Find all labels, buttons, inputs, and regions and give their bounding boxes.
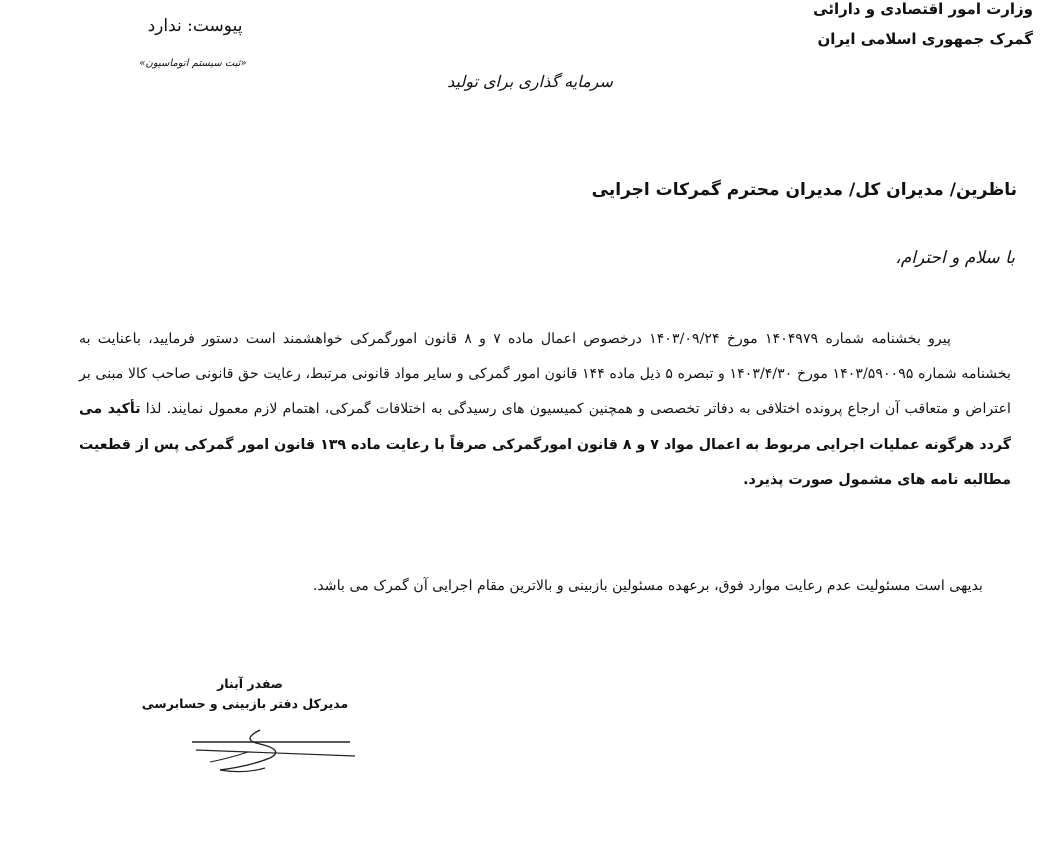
slogan: سرمایه گذاری برای تولید xyxy=(447,72,613,91)
closing-sentence: بدیهی است مسئولیت عدم رعایت موارد فوق، برعهده مسئولین بازبینی و بالاترین مقام اجرایی آن گمرک می باشد. xyxy=(312,578,983,594)
body-normal-text: پیرو بخشنامه شماره ۱۴۰۴۹۷۹ مورخ ۱۴۰۳/۰۹/۲۴ درخصوص اعمال ماده ۷ و ۸ قانون امورگمرکی خواهشمند است دستور فرمایید، باعنایت به بخشنامه شماره ۱۴۰۳/۵۹۰۰۹۵ مورخ ۱۴۰۳/۴/۳۰ و تبصره ۵ ذیل ماده ۱۴۴ قانون امور گمرکی و سایر مواد قانونی مرتبط، رعایت حق قانونی صاحب کالا مبنی بر اعتراض و متعاقب آن ارجاع پرونده اختلافی به دفاتر تخصصی و همچنین کمیسیون های رسیدگی به اختلافات گمرکی، اهتمام لازم معمول نمایند. لذا xyxy=(79,331,1011,418)
ministry-name: وزارت امور اقتصادی و دارائی xyxy=(813,0,1033,18)
letter-body xyxy=(79,322,1011,498)
customs-name: گمرک جمهوری اسلامی ایران xyxy=(817,30,1033,48)
greeting: با سلام و احترام، xyxy=(895,248,1015,268)
recipient-line: ناظرین/ مدیران کل/ مدیران محترم گمرکات اجرایی xyxy=(591,180,1017,200)
body-bold-text: تأکید می گردد هرگونه عملیات اجرایی مربوط به اعمال مواد ۷ و ۸ قانون امورگمرکی صرفاً با رعایت ماده ۱۳۹ قانون امور گمرکی پس از قطعیت مطالبه نامه های مشمول صورت پذیرد. xyxy=(79,401,1012,488)
letterhead-organization xyxy=(773,0,1033,54)
registration-note: «ثبت سیستم اتوماسیون» xyxy=(139,58,247,69)
body-paragraph xyxy=(79,322,1011,498)
handwritten-signature xyxy=(190,722,360,782)
signatory-title: مدیرکل دفتر بازبینی و حسابرسی xyxy=(141,696,349,711)
signatory-name: صفدر آبنار xyxy=(217,676,283,691)
attachment-label: پیوست: ندارد xyxy=(147,16,243,36)
